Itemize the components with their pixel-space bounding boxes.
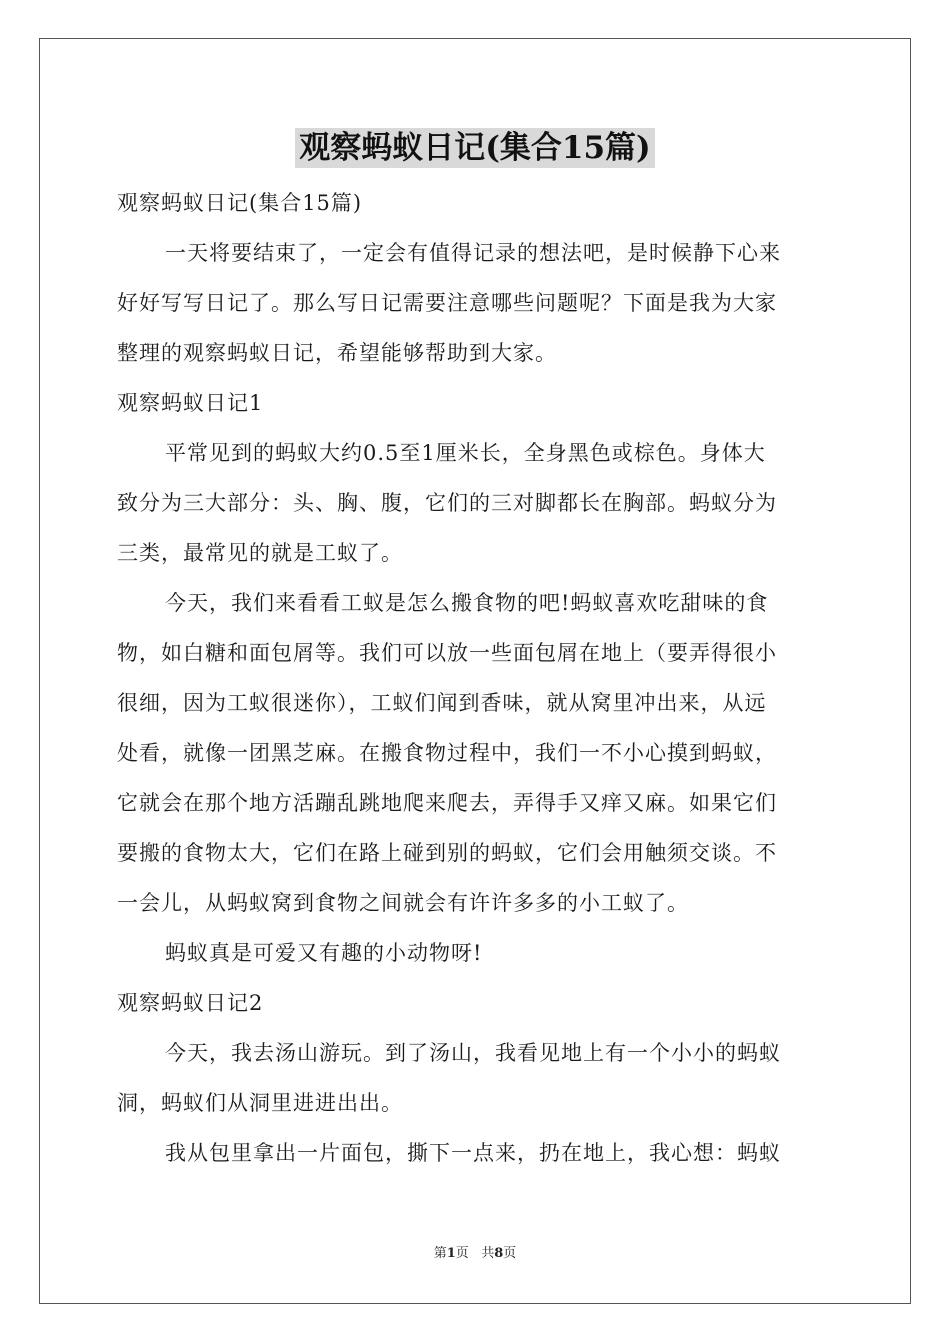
text-line: 我从包里拿出一片面包，撕下一点来，扔在地上，我心想：蚂蚁	[165, 1141, 781, 1165]
text-line: 要搬的食物太大，它们在路上碰到别的蚂蚁，它们会用触须交谈。不	[117, 841, 777, 865]
text-line: 很细，因为工蚁很迷你），工蚁们闻到香味，就从窝里冲出来，从远	[117, 691, 767, 715]
text-line: 它就会在那个地方活蹦乱跳地爬来爬去，弄得手又痒又麻。如果它们	[117, 791, 777, 815]
document-title: 观察蚂蚁日记(集合15篇)	[295, 128, 654, 168]
text-line: 致分为三大部分：头、胸、腹，它们的三对脚都长在胸部。蚂蚁分为	[117, 491, 777, 515]
text-line: 一天将要结束了，一定会有值得记录的想法吧，是时候静下心来	[165, 241, 781, 265]
text-line: 观察蚂蚁日记2	[117, 991, 264, 1015]
total-pages: 8	[494, 1246, 504, 1261]
text-line: 整理的观察蚂蚁日记，希望能够帮助到大家。	[117, 341, 557, 365]
text-line: 物，如白糖和面包屑等。我们可以放一些面包屑在地上（要弄得很小	[117, 641, 777, 665]
total-prefix: 共	[481, 1246, 495, 1261]
text-line: 今天，我们来看看工蚁是怎么搬食物的吧!蚂蚁喜欢吃甜味的食	[165, 591, 769, 615]
document-body	[117, 178, 833, 1178]
text-line: 一会儿，从蚂蚁窝到食物之间就会有许许多多的小工蚁了。	[117, 891, 689, 915]
text-line: 洞，蚂蚁们从洞里进进出出。	[117, 1091, 403, 1115]
text-line: 平常见到的蚂蚁大约0.5至1厘米长，全身黑色或棕色。身体大	[165, 441, 766, 465]
page-number: 1	[446, 1246, 456, 1261]
page-footer	[0, 1244, 950, 1264]
text-line: 观察蚂蚁日记(集合15篇)	[117, 191, 363, 215]
text-line: 处看，就像一团黑芝麻。在搬食物过程中，我们一不小心摸到蚂蚁，	[117, 741, 777, 765]
text-line: 三类，最常见的就是工蚁了。	[117, 541, 403, 565]
text-line: 蚂蚁真是可爱又有趣的小动物呀!	[165, 941, 483, 965]
page-suffix: 页	[455, 1246, 469, 1261]
total-suffix: 页	[503, 1246, 517, 1261]
text-line: 观察蚂蚁日记1	[117, 391, 264, 415]
page-prefix: 第	[433, 1246, 447, 1261]
text-line: 今天，我去汤山游玩。到了汤山，我看见地上有一个小小的蚂蚁	[165, 1041, 781, 1065]
title-container	[0, 128, 950, 168]
text-line: 好好写写日记了。那么写日记需要注意哪些问题呢？下面是我为大家	[117, 291, 777, 315]
